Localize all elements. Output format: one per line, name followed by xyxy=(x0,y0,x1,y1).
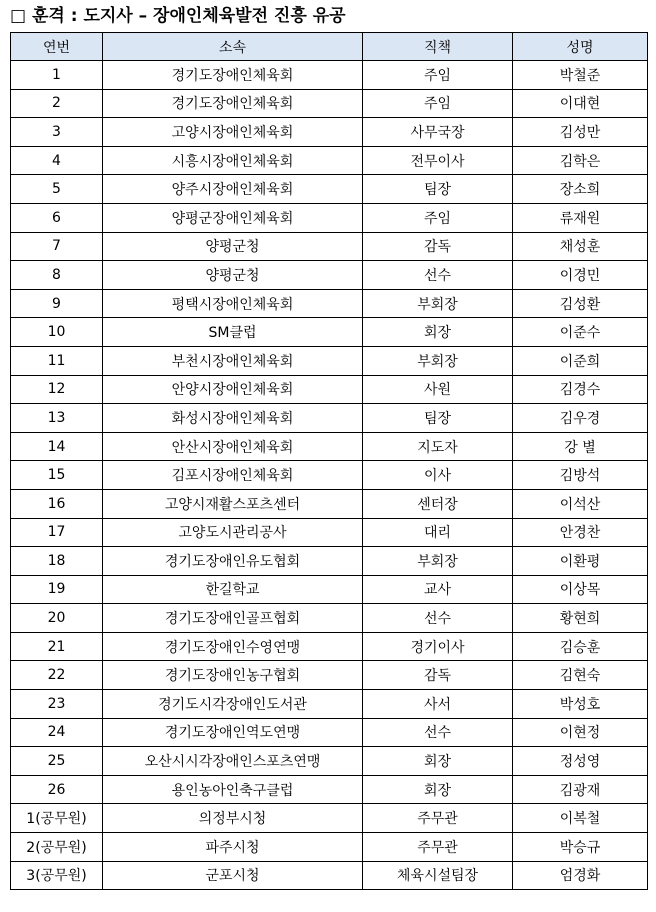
cell-affiliation: 고양시재활스포츠센터 xyxy=(103,489,363,518)
cell-name: 정성영 xyxy=(513,747,648,776)
cell-position: 부회장 xyxy=(363,289,513,318)
cell-affiliation: 양평군장애인체육회 xyxy=(103,203,363,232)
header-affiliation: 소속 xyxy=(103,33,363,61)
cell-name: 이환평 xyxy=(513,547,648,576)
cell-affiliation: 경기도장애인체육회 xyxy=(103,89,363,118)
cell-affiliation: 경기도장애인역도연맹 xyxy=(103,718,363,747)
table-row xyxy=(11,575,648,604)
cell-name: 황현희 xyxy=(513,604,648,633)
cell-number: 15 xyxy=(11,461,103,490)
header-position: 직책 xyxy=(363,33,513,61)
cell-affiliation: SM클럽 xyxy=(103,318,363,347)
cell-position: 선수 xyxy=(363,718,513,747)
cell-position: 경기이사 xyxy=(363,632,513,661)
table-row xyxy=(11,833,648,862)
cell-name: 류재원 xyxy=(513,203,648,232)
table-row xyxy=(11,318,648,347)
cell-position: 부회장 xyxy=(363,547,513,576)
cell-number: 23 xyxy=(11,690,103,719)
table-row xyxy=(11,632,648,661)
page-title: □ 훈격 : 도지사 – 장애인체육발전 진흥 유공 xyxy=(10,6,346,26)
table-row xyxy=(11,146,648,175)
cell-affiliation: 파주시청 xyxy=(103,833,363,862)
cell-position: 주무관 xyxy=(363,833,513,862)
cell-name: 이현정 xyxy=(513,718,648,747)
cell-number: 6 xyxy=(11,203,103,232)
cell-number: 26 xyxy=(11,775,103,804)
cell-position: 교사 xyxy=(363,575,513,604)
cell-name: 이경민 xyxy=(513,261,648,290)
cell-name: 김경수 xyxy=(513,375,648,404)
cell-position: 전무이사 xyxy=(363,146,513,175)
cell-affiliation: 부천시장애인체육회 xyxy=(103,346,363,375)
cell-number: 24 xyxy=(11,718,103,747)
cell-number: 3(공무원) xyxy=(11,861,103,890)
cell-number: 7 xyxy=(11,232,103,261)
cell-number: 16 xyxy=(11,489,103,518)
table-row xyxy=(11,289,648,318)
cell-name: 김현숙 xyxy=(513,661,648,690)
cell-name: 박철준 xyxy=(513,61,648,90)
cell-position: 대리 xyxy=(363,518,513,547)
cell-number: 13 xyxy=(11,404,103,433)
table-row xyxy=(11,747,648,776)
cell-name: 이준수 xyxy=(513,318,648,347)
cell-affiliation: 오산시시각장애인스포츠연맹 xyxy=(103,747,363,776)
cell-affiliation: 경기도장애인수영연맹 xyxy=(103,632,363,661)
table-row xyxy=(11,518,648,547)
table-row xyxy=(11,61,648,90)
cell-number: 21 xyxy=(11,632,103,661)
cell-number: 8 xyxy=(11,261,103,290)
table-row xyxy=(11,461,648,490)
cell-number: 14 xyxy=(11,432,103,461)
cell-name: 김승훈 xyxy=(513,632,648,661)
cell-position: 감독 xyxy=(363,232,513,261)
cell-number: 17 xyxy=(11,518,103,547)
table-row xyxy=(11,861,648,890)
cell-affiliation: 양주시장애인체육회 xyxy=(103,175,363,204)
cell-number: 20 xyxy=(11,604,103,633)
cell-affiliation: 안양시장애인체육회 xyxy=(103,375,363,404)
cell-number: 25 xyxy=(11,747,103,776)
cell-name: 장소희 xyxy=(513,175,648,204)
cell-number: 19 xyxy=(11,575,103,604)
cell-position: 사무국장 xyxy=(363,118,513,147)
cell-position: 회장 xyxy=(363,747,513,776)
cell-name: 김우경 xyxy=(513,404,648,433)
cell-position: 주무관 xyxy=(363,804,513,833)
cell-affiliation: 고양시장애인체육회 xyxy=(103,118,363,147)
cell-affiliation: 군포시청 xyxy=(103,861,363,890)
cell-affiliation: 양평군청 xyxy=(103,261,363,290)
cell-number: 2(공무원) xyxy=(11,833,103,862)
cell-affiliation: 경기도시각장애인도서관 xyxy=(103,690,363,719)
cell-name: 이대현 xyxy=(513,89,648,118)
table-row xyxy=(11,804,648,833)
cell-name: 채성훈 xyxy=(513,232,648,261)
cell-affiliation: 경기도장애인체육회 xyxy=(103,61,363,90)
cell-number: 18 xyxy=(11,547,103,576)
table-row xyxy=(11,489,648,518)
cell-position: 사서 xyxy=(363,690,513,719)
cell-position: 센터장 xyxy=(363,489,513,518)
cell-position: 체육시설팀장 xyxy=(363,861,513,890)
cell-affiliation: 안산시장애인체육회 xyxy=(103,432,363,461)
header-name: 성명 xyxy=(513,33,648,61)
cell-name: 강 별 xyxy=(513,432,648,461)
cell-position: 주임 xyxy=(363,89,513,118)
table-row xyxy=(11,775,648,804)
table-row xyxy=(11,232,648,261)
table-row xyxy=(11,346,648,375)
cell-number: 12 xyxy=(11,375,103,404)
cell-affiliation: 경기도장애인골프협회 xyxy=(103,604,363,633)
cell-number: 4 xyxy=(11,146,103,175)
cell-position: 부회장 xyxy=(363,346,513,375)
cell-position: 주임 xyxy=(363,203,513,232)
cell-name: 김성환 xyxy=(513,289,648,318)
cell-number: 5 xyxy=(11,175,103,204)
cell-number: 1(공무원) xyxy=(11,804,103,833)
cell-name: 김성만 xyxy=(513,118,648,147)
cell-name: 안경찬 xyxy=(513,518,648,547)
table-row xyxy=(11,661,648,690)
table-row xyxy=(11,175,648,204)
table-row xyxy=(11,718,648,747)
table-row xyxy=(11,547,648,576)
table-header-row xyxy=(11,33,648,61)
cell-affiliation: 양평군청 xyxy=(103,232,363,261)
cell-name: 이상목 xyxy=(513,575,648,604)
cell-affiliation: 경기도장애인유도협회 xyxy=(103,547,363,576)
cell-number: 2 xyxy=(11,89,103,118)
cell-position: 지도자 xyxy=(363,432,513,461)
table-row xyxy=(11,375,648,404)
cell-number: 3 xyxy=(11,118,103,147)
cell-name: 이준희 xyxy=(513,346,648,375)
cell-name: 이복철 xyxy=(513,804,648,833)
cell-position: 이사 xyxy=(363,461,513,490)
cell-affiliation: 김포시장애인체육회 xyxy=(103,461,363,490)
cell-number: 11 xyxy=(11,346,103,375)
cell-affiliation: 시흥시장애인체육회 xyxy=(103,146,363,175)
cell-name: 김방석 xyxy=(513,461,648,490)
cell-name: 김학은 xyxy=(513,146,648,175)
cell-number: 9 xyxy=(11,289,103,318)
cell-affiliation: 의정부시청 xyxy=(103,804,363,833)
cell-affiliation: 화성시장애인체육회 xyxy=(103,404,363,433)
table-row xyxy=(11,404,648,433)
table-row xyxy=(11,203,648,232)
cell-position: 팀장 xyxy=(363,404,513,433)
award-roster-table xyxy=(10,32,648,890)
table-body xyxy=(11,61,648,890)
cell-affiliation: 경기도장애인농구협회 xyxy=(103,661,363,690)
table-row xyxy=(11,690,648,719)
cell-position: 감독 xyxy=(363,661,513,690)
cell-affiliation: 고양도시관리공사 xyxy=(103,518,363,547)
cell-affiliation: 용인농아인축구클럽 xyxy=(103,775,363,804)
cell-name: 박성호 xyxy=(513,690,648,719)
cell-position: 주임 xyxy=(363,61,513,90)
cell-name: 엄경화 xyxy=(513,861,648,890)
cell-affiliation: 한길학교 xyxy=(103,575,363,604)
cell-number: 22 xyxy=(11,661,103,690)
cell-number: 1 xyxy=(11,61,103,90)
cell-affiliation: 평택시장애인체육회 xyxy=(103,289,363,318)
table-row xyxy=(11,604,648,633)
cell-name: 김광재 xyxy=(513,775,648,804)
cell-position: 회장 xyxy=(363,775,513,804)
cell-number: 10 xyxy=(11,318,103,347)
table-row xyxy=(11,432,648,461)
cell-position: 사원 xyxy=(363,375,513,404)
table-row xyxy=(11,89,648,118)
cell-position: 팀장 xyxy=(363,175,513,204)
cell-position: 선수 xyxy=(363,261,513,290)
cell-position: 선수 xyxy=(363,604,513,633)
table-row xyxy=(11,261,648,290)
table-row xyxy=(11,118,648,147)
header-number: 연번 xyxy=(11,33,103,61)
cell-name: 이석산 xyxy=(513,489,648,518)
cell-position: 회장 xyxy=(363,318,513,347)
cell-name: 박승규 xyxy=(513,833,648,862)
